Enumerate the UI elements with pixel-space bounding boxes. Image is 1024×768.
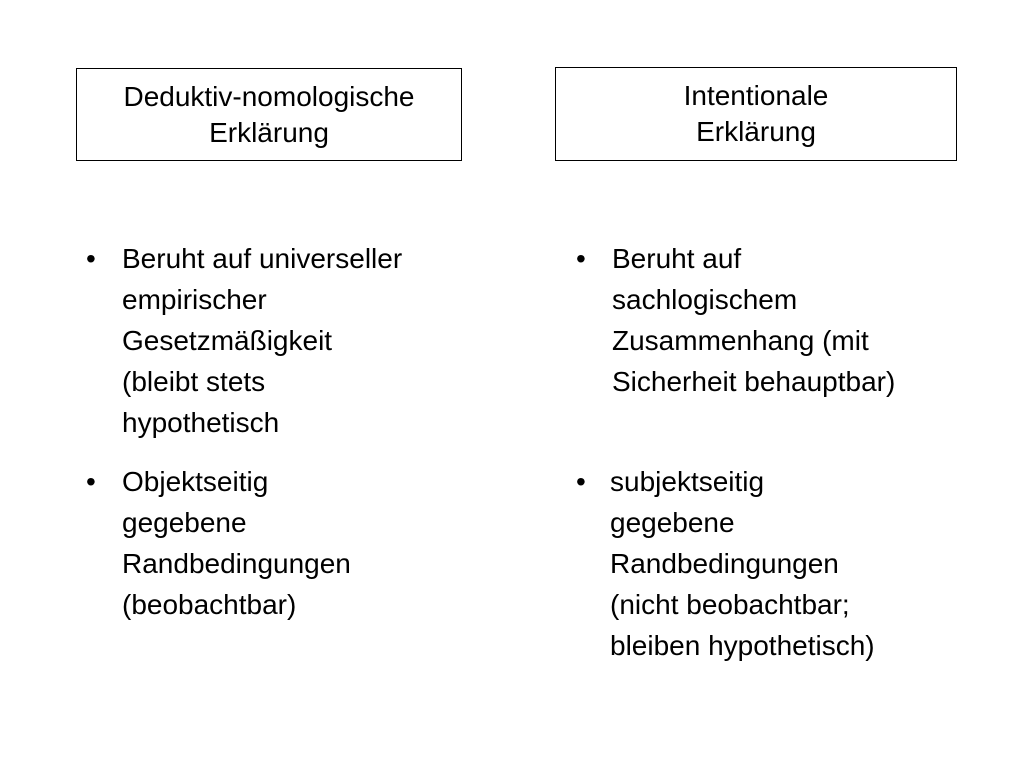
deductive-bullet-conditions — [82, 461, 482, 625]
bullet-line: gegebene — [610, 507, 735, 538]
intentional-title-line-1: Intentionale — [683, 80, 829, 111]
bullet-line: Objektseitig — [122, 466, 269, 497]
bullet-line: bleiben hypothetisch) — [610, 630, 875, 661]
intentional-bullet-conditions — [572, 461, 992, 666]
intentional-title-box — [555, 67, 957, 161]
deductive-title-line-1: Deduktiv-nomologische — [123, 80, 415, 112]
bullet-icon: • — [576, 466, 586, 497]
bullet-line: sachlogischem — [612, 284, 798, 315]
bullet-line: Gesetzmäßigkeit — [122, 325, 333, 356]
bullet-line: Randbedingungen — [122, 548, 351, 579]
intentional-title-line-2: Erklärung — [696, 116, 816, 147]
deductive-bullet-list — [82, 238, 482, 643]
bullet-line: (bleibt stets — [122, 366, 266, 397]
bullet-icon: • — [86, 466, 96, 497]
bullet-line: (beobachtbar) — [122, 589, 297, 620]
bullet-line: empirischer — [122, 284, 267, 315]
intentional-bullet-logic-text — [612, 238, 992, 402]
bullet-line: Zusammenhang (mit — [612, 325, 869, 356]
bullet-line: (nicht beobachtbar; — [610, 589, 850, 620]
bullet-icon: • — [576, 243, 586, 274]
bullet-line: subjektseitig — [610, 466, 765, 497]
bullet-line: gegebene — [122, 507, 247, 538]
intentional-bullet-list — [572, 238, 992, 684]
deductive-title-line-2: Erklärung — [209, 116, 329, 148]
bullet-icon: • — [86, 243, 96, 274]
bullet-line: hypothetisch — [122, 407, 280, 438]
deductive-bullet-law — [82, 238, 482, 443]
bullet-line: Sicherheit behauptbar) — [612, 366, 896, 397]
bullet-line: Beruht auf — [612, 243, 742, 274]
deductive-title-box — [76, 68, 462, 161]
bullet-line: Beruht auf universeller — [122, 243, 403, 274]
deductive-bullet-conditions-text — [122, 461, 482, 625]
intentional-bullet-logic — [572, 238, 992, 402]
deductive-bullet-law-text — [122, 238, 482, 443]
intentional-bullet-conditions-text — [610, 461, 992, 666]
bullet-line: Randbedingungen — [610, 548, 839, 579]
